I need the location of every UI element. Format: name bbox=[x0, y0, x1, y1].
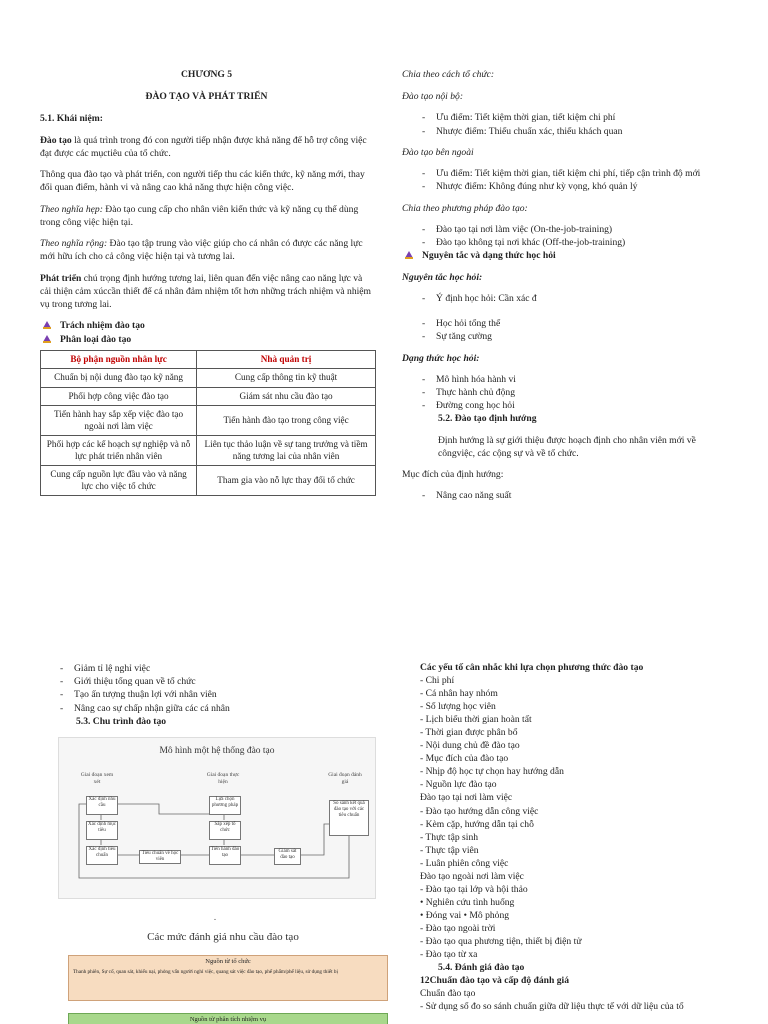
table-cell: Chuẩn bị nội dung đào tạo kỹ năng bbox=[41, 369, 197, 388]
right-bottom-column bbox=[420, 661, 740, 1013]
book-bullet-icon bbox=[42, 320, 52, 330]
bullet-nguyen-tac bbox=[402, 249, 732, 262]
bullet-label: Phân loại đào tạo bbox=[60, 333, 132, 345]
figure-dot: . bbox=[213, 912, 217, 922]
organization-source-box bbox=[68, 955, 388, 1001]
paragraph-nghia-hep bbox=[40, 203, 373, 229]
list-item: - Thực tập sinh bbox=[420, 831, 479, 843]
table-header-row bbox=[41, 350, 376, 369]
paragraph-text: chú trọng định hướng tương lai, liên quan đến việc nâng cao năng lực và cải thiện cảm xúccần thiết để cá nhân đảm nhiệm tốt hơn những trách nhiệm và nhiệm vụ trong tương lai. bbox=[40, 272, 372, 311]
stage-label: Giai đoạn xem xét bbox=[80, 772, 114, 785]
list-item: - Đào tạo qua phương tiện, thiết bị điện tử bbox=[420, 935, 582, 947]
term-nghia-hep: Theo nghĩa hẹp: bbox=[40, 203, 103, 215]
list-item: - Giảm tỉ lệ nghỉ việc bbox=[40, 662, 380, 675]
task-analysis-box bbox=[68, 1013, 388, 1024]
table-header: Nhà quản trị bbox=[197, 350, 376, 369]
table-cell: Phối hợp công việc đào tạo bbox=[41, 387, 197, 406]
table-cell: Tiến hành đào tạo trong công việc bbox=[197, 406, 376, 436]
table-cell: Cung cấp thông tin kỹ thuật bbox=[197, 369, 376, 388]
heading-yeu-to: Các yếu tố cân nhắc khi lựa chọn phương thức đào tạo bbox=[420, 662, 644, 673]
list-item: - Ưu điểm: Tiết kiệm thời gian, tiết kiệm chi phí, tiếp cận trình độ mới bbox=[402, 167, 732, 180]
list-ben-ngoai bbox=[402, 167, 732, 193]
paragraph-text: Đào tạo tập trung vào việc giúp cho cá nhân có được các năng lực mới hữu ích cho cả công việc hiện tại và tương lai. bbox=[40, 238, 363, 263]
paragraph-muc-dich: Mục đích của định hướng: bbox=[402, 469, 504, 481]
list-item: - Số lượng học viên bbox=[420, 701, 496, 713]
term-nghia-rong: Theo nghĩa rộng: bbox=[40, 238, 108, 250]
list-item: - Tạo ấn tượng thuận lợi với nhân viên bbox=[40, 688, 380, 701]
heading-chuan-dao-tao: 12Chuẩn đào tạo và cấp độ đánh giá bbox=[420, 975, 570, 987]
bullet-label: Nguyên tắc và dạng thức học hỏi bbox=[422, 250, 556, 262]
figure-box: Giám sát đào tạo bbox=[274, 848, 301, 865]
table-cell: Liên tục thảo luận về sự tang trưởng và tiềm năng tương lai của nhân viên bbox=[197, 436, 376, 466]
figure-box: Xác định tiêu chuẩn bbox=[86, 846, 118, 865]
box-title: Nguồn từ tổ chức bbox=[205, 958, 251, 966]
term-dao-tao: Đào tạo bbox=[40, 134, 72, 146]
figure-title: Mô hình một hệ thống đào tạo bbox=[159, 746, 275, 756]
table-cell: Giám sát nhu cầu đào tạo bbox=[197, 387, 376, 406]
table-row bbox=[41, 387, 376, 406]
list-item: - Mô hình hóa hành vi bbox=[402, 373, 732, 386]
chapter-heading: CHƯƠNG 5 bbox=[180, 69, 233, 80]
training-system-figure bbox=[58, 737, 376, 899]
list-item: - Học hỏi tổng thể bbox=[402, 317, 732, 330]
list-item: - Đào tạo từ xa bbox=[420, 949, 478, 961]
table-row bbox=[41, 436, 376, 466]
list-muc-dich-cont bbox=[40, 662, 380, 715]
list-item: - Đường cong học hỏi bbox=[402, 399, 732, 412]
list-y-dinh bbox=[402, 292, 732, 305]
table-cell: Tiến hành hay sắp xếp việc đào tạo ngoài nơi làm việc bbox=[41, 406, 197, 436]
paragraph-thong-qua: Thông qua đào tạo và phát triển, con người tiếp thu các kiến thức, kỹ năng mới, thay đổi quan điểm, hành vi và nâng cao khả năng thực hiện công việc. bbox=[40, 169, 365, 194]
figure-box: Lựa chọn phương pháp bbox=[209, 796, 241, 815]
list-item: - Cá nhân hay nhóm bbox=[420, 688, 498, 700]
list-phuong-phap bbox=[402, 223, 732, 249]
list-item: - Kèm cặp, hướng dẫn tại chỗ bbox=[420, 818, 534, 830]
box-text: Thanh phiên, Sự cố, quan sát, khiếu nại, phỏng vấn người nghỉ việc, quang sát việc đào tạo, phế phẩm/phế liệu, sử dụng thiết bị bbox=[73, 969, 338, 976]
heading-chia-to-chuc: Chia theo cách tổ chức: bbox=[402, 69, 495, 80]
term-phat-trien: Phát triển bbox=[40, 272, 82, 284]
heading-chuan: Chuẩn đào tạo bbox=[420, 988, 476, 1000]
list-item: - Nhược điểm: Không đúng như kỳ vọng, khó quản lý bbox=[402, 180, 732, 193]
paragraph-text: là quá trình trong đó con người tiếp nhận được khả năng để hỗ trợ công việc đạt được các mụctiêu của tổ chức. bbox=[40, 134, 367, 159]
need-assessment-figure bbox=[68, 930, 388, 1024]
list-item: - Lịch biểu thời gian hoàn tất bbox=[420, 714, 532, 726]
heading-tai-noi-lam-viec: Đào tạo tại nơi làm việc bbox=[420, 792, 513, 804]
stage-label: Giai đoạn thực hiện bbox=[206, 772, 240, 785]
box-title: Nguồn từ phân tích nhiệm vụ bbox=[189, 1016, 267, 1024]
list-item: - Đào tạo hướng dẫn công việc bbox=[420, 805, 539, 817]
list-item: - Nguồn lực đào tạo bbox=[420, 779, 497, 791]
bullet-trach-nhiem bbox=[40, 319, 373, 332]
figure-connectors bbox=[59, 738, 375, 898]
bullet-label: Trách nhiệm đào tạo bbox=[60, 320, 145, 332]
heading-dang-thuc: Dạng thức học hỏi: bbox=[402, 352, 480, 364]
list-item: - Mục đích của đào tạo bbox=[420, 753, 509, 765]
list-item: - Ưu điểm: Tiết kiệm thời gian, tiết kiệm chi phí bbox=[402, 111, 732, 124]
figure-box: Tiêu chuẩn về học viên bbox=[139, 850, 181, 864]
table-header: Bộ phận nguồn nhân lực bbox=[41, 350, 197, 369]
bullet-phan-loai bbox=[40, 333, 373, 346]
list-item: - Nhược điểm: Thiếu chuẩn xác, thiếu khách quan bbox=[402, 125, 732, 138]
figure-box: Tiến hành đào tạo bbox=[209, 846, 241, 865]
table-cell: Phối hợp các kế hoạch sự nghiệp và nỗ lực phát triển nhân viên bbox=[41, 436, 197, 466]
list-item: - Nội dung chủ đề đào tạo bbox=[420, 740, 520, 752]
table-cell: Tham gia vào nỗ lực thay đổi tổ chức bbox=[197, 466, 376, 496]
paragraph-text: Đào tạo cung cấp cho nhân viên kiến thức và kỹ năng cụ thể dùng trong công việc hiện tại. bbox=[40, 203, 359, 228]
list-item: - Thời gian được phân bổ bbox=[420, 727, 518, 739]
paragraph-phat-trien bbox=[40, 272, 373, 312]
list-item: • Nghiên cứu tình huống bbox=[420, 896, 515, 908]
heading-ngoai-noi-lam-viec: Đào tạo ngoài nơi làm việc bbox=[420, 870, 524, 882]
list-item: • Đóng vai • Mô phỏng bbox=[420, 909, 510, 921]
heading-noi-bo: Đào tạo nội bộ: bbox=[402, 91, 464, 103]
list-noi-bo bbox=[402, 111, 732, 137]
list-item: - Đào tạo không tại nơi khác (Off-the-job-training) bbox=[402, 236, 732, 249]
book-bullet-icon bbox=[404, 250, 414, 260]
chapter-title: ĐÀO TẠO VÀ PHÁT TRIỂN bbox=[145, 91, 268, 103]
figure-title: Các mức đánh giá nhu cầu đào tạo bbox=[147, 931, 299, 943]
paragraph-nghia-rong bbox=[40, 237, 373, 263]
book-bullet-icon bbox=[42, 334, 52, 344]
list-hoc-hoi bbox=[402, 317, 732, 343]
list-item: - Đào tạo tại lớp và hội thảo bbox=[420, 883, 528, 895]
table-row bbox=[41, 406, 376, 436]
list-item: - Nâng cao sự chấp nhận giữa các cá nhân bbox=[40, 702, 380, 715]
list-item: - Thực tập viên bbox=[420, 844, 479, 856]
list-item: - Luân phiên công việc bbox=[420, 857, 509, 869]
responsibility-table bbox=[40, 350, 376, 497]
paragraph-so-do: - Sử dụng sổ đo so sánh chuẩn giữa dữ liệu thực tế với dữ liệu của tổ bbox=[420, 1001, 684, 1013]
table-row bbox=[41, 466, 376, 496]
section-5-3: 5.3. Chu trình đào tạo bbox=[76, 715, 167, 727]
section-5-2: 5.2. Đào tạo định hướng bbox=[438, 413, 537, 425]
section-5-4: 5.4. Đánh giá đào tạo bbox=[438, 962, 525, 974]
list-item: - Nâng cao năng suất bbox=[402, 489, 732, 502]
list-item: - Thực hành chủ động bbox=[402, 386, 732, 399]
figure-box: Xác định mục tiêu bbox=[86, 821, 118, 840]
left-top-column bbox=[40, 68, 373, 496]
list-item: - Sự tăng cường bbox=[402, 330, 732, 343]
table-cell: Cung cấp nguồn lực đầu vào và năng lực cho việc tổ chức bbox=[41, 466, 197, 496]
list-item: - Chi phí bbox=[420, 675, 455, 687]
paragraph-dinh-huong: Định hướng là sự giới thiệu được hoạch định cho nhân viên mới về côngviệc, các cộng sự và về tổ chức. bbox=[438, 434, 696, 459]
heading-phuong-phap: Chia theo phương pháp đào tạo: bbox=[402, 202, 528, 214]
figure-box: Xác định nhu cầu bbox=[86, 796, 118, 815]
heading-ben-ngoai: Đào tạo bên ngoài bbox=[402, 146, 474, 158]
figure-box: Sắp xếp tổ chức bbox=[209, 821, 241, 840]
table-row bbox=[41, 369, 376, 388]
left-bottom-column bbox=[40, 662, 380, 728]
list-item: - Đào tạo tại nơi làm việc (On-the-job-training) bbox=[402, 223, 732, 236]
list-item: - Đào tạo ngoài trời bbox=[420, 922, 496, 934]
right-top-column bbox=[402, 68, 732, 503]
stage-label: Giai đoạn đánh giá bbox=[328, 772, 362, 785]
figure-box: So sánh kết quả đào tạo với các tiêu chuẩn bbox=[329, 800, 369, 836]
heading-nguyen-tac: Nguyên tắc học hỏi: bbox=[402, 271, 483, 283]
list-item: - Ý định học hỏi: Cần xác đ bbox=[402, 292, 732, 305]
list-item: - Nhịp độ học tự chọn hay hướng dẫn bbox=[420, 766, 564, 778]
section-5-1: 5.1. Khái niệm: bbox=[40, 113, 103, 125]
paragraph-dao-tao bbox=[40, 134, 373, 160]
list-muc-dich bbox=[402, 489, 732, 502]
list-dang-thuc bbox=[402, 373, 732, 413]
list-item: - Giới thiệu tổng quan về tổ chức bbox=[40, 675, 380, 688]
